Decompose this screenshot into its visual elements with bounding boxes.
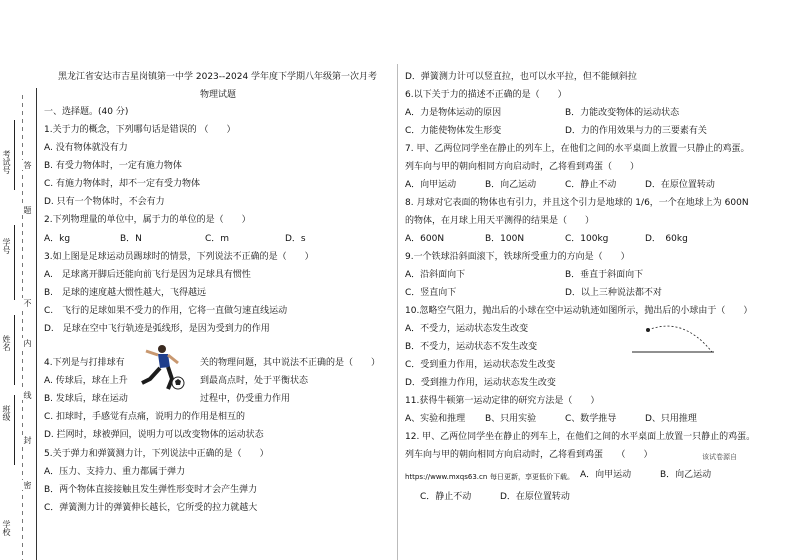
q1-option-c: C. 有施力物体时，却不一定有受力物体 xyxy=(44,179,201,189)
q9-option-a: A．沿斜面向下 xyxy=(405,270,466,280)
q10-option-b: B．不受力，运动状态不发生改变 xyxy=(405,342,538,352)
seal-char: 封 xyxy=(23,436,32,444)
projectile-trajectory-diagram xyxy=(628,320,718,360)
seal-char: 内 xyxy=(23,339,32,347)
q7-option-d: D．在原位置转动 xyxy=(645,180,715,190)
q10-option-a: A．不受力，运动状态发生改变 xyxy=(405,324,529,334)
column-divider xyxy=(397,64,398,560)
q12-option-d: D．在原位置转动 xyxy=(500,492,570,502)
q6-option-d: D．力的作用效果与力的三要素有关 xyxy=(565,126,707,136)
q9-option-c: C．竖直向下 xyxy=(405,288,457,298)
q9-option-d: D．以上三种说法都不对 xyxy=(565,288,662,298)
q4-option-a-part2: 到最高点时，处于平衡状态 xyxy=(200,376,309,386)
q2-option-c: C．m xyxy=(205,234,230,244)
exam-no-underline xyxy=(14,120,15,190)
binding-margin xyxy=(0,0,40,560)
q7-option-c: C．静止不动 xyxy=(565,180,617,190)
q12-option-b: B．向乙运动 xyxy=(660,470,712,480)
q12-option-c: C．静止不动 xyxy=(420,492,472,502)
question-6: 6.以下关于力的描述不正确的是（ ） xyxy=(405,90,567,100)
q4-option-d: D. 拦网时，球被弹回，说明力可以改变物体的运动状态 xyxy=(44,430,264,440)
margin-border-line xyxy=(36,88,37,560)
question-7-line1: 7. 甲、乙两位同学坐在静止的列车上，在他们之间的水平桌面上放置一只静止的鸡蛋。 xyxy=(405,144,750,154)
soccer-player-illustration xyxy=(138,343,186,393)
question-7-line2: 列车向与甲的朝向相同方向启动时，乙将看到鸡蛋（ ） xyxy=(405,162,640,172)
q11-option-c: C、数学推导 xyxy=(565,414,617,424)
q4-option-c: C. 扣球时，手感觉有点痛，说明力的作用是相互的 xyxy=(44,412,246,422)
q5-option-b: B．两个物体直接接触且发生弹性形变时才会产生弹力 xyxy=(44,485,258,495)
q6-option-b: B．力能改变物体的运动状态 xyxy=(565,108,680,118)
q5-option-d: D．弹簧测力计可以竖直拉，也可以水平拉，但不能倾斜拉 xyxy=(405,72,637,82)
question-1: 1.关于力的概念，下列哪句话是错误的 （ ） xyxy=(44,125,236,135)
q2-option-b: B．N xyxy=(120,234,142,244)
q3-option-b: B. 足球的速度越大惯性越大，飞得越远 xyxy=(44,288,207,298)
q11-option-a: A、实验和推理 xyxy=(405,414,466,424)
section-heading: 一、选择题。(40 分) xyxy=(44,107,129,117)
name-label: 姓名 xyxy=(2,335,11,351)
q6-option-c: C．力能使物体发生形变 xyxy=(405,126,502,136)
q10-option-d: D．受到推力作用，运动状态发生改变 xyxy=(405,378,556,388)
student-no-underline xyxy=(14,225,15,300)
q8-option-b: B．100N xyxy=(485,234,525,244)
q1-option-a: A. 没有物体就没有力 xyxy=(44,143,128,153)
class-underline xyxy=(14,395,15,465)
seal-char: 密 xyxy=(23,481,32,489)
q5-option-c: C．弹簧测力计的弹簧伸长越长，它所受的拉力就越大 xyxy=(44,503,258,513)
question-8-line2: 的物体，在月球上用天平测得的结果是（ ） xyxy=(405,216,595,226)
question-12-line2: 列车向与甲的朝向相同方向启动时，乙将看到鸡蛋 （ ） xyxy=(405,450,653,460)
name-underline xyxy=(14,315,15,385)
q7-option-a: A．向甲运动 xyxy=(405,180,457,190)
q8-option-a: A．600N xyxy=(405,234,445,244)
q3-option-a: A. 足球离开脚后还能向前飞行是因为足球具有惯性 xyxy=(44,270,251,280)
q11-option-b: B、只用实验 xyxy=(485,414,537,424)
question-2: 2.下列物理量的单位中，属于力的单位的是（ ） xyxy=(44,215,251,225)
q4-option-b-part2: 过程中，仍受重力作用 xyxy=(200,394,291,404)
question-5: 5.关于弹力和弹簧测力计，下列说法中正确的是（ ） xyxy=(44,449,269,459)
exam-subtitle: 物理试题 xyxy=(200,90,237,100)
seal-char: 线 xyxy=(23,391,32,399)
question-8-line1: 8. 月球对它表面的物体也有引力，并且这个引力是地球的 1/6，一个在地球上为 600N xyxy=(405,198,749,208)
question-4-part2: 关的物理问题，其中说法不正确的是（ ） xyxy=(200,358,381,368)
question-4-part1: 4.下列是与打排球有 xyxy=(44,358,125,368)
q3-option-c: C. 飞行的足球如果不受力的作用，它将一直做匀速直线运动 xyxy=(44,306,288,316)
exam-title: 黑龙江省安达市吉星岗镇第一中学 2023--2024 学年度下学期八年级第一次月考 xyxy=(58,72,378,82)
q11-option-d: D、只用推理 xyxy=(645,414,697,424)
q10-option-c: C．受到重力作用，运动状态发生改变 xyxy=(405,360,556,370)
q2-option-d: D．s xyxy=(285,234,306,244)
question-12-line1: 12. 甲、乙两位同学坐在静止的列车上，在他们之间的水平桌面上放置一只静止的鸡蛋。 xyxy=(405,432,756,442)
q9-option-b: B．垂直于斜面向下 xyxy=(565,270,644,280)
source-watermark: 该试卷源自 xyxy=(702,453,737,461)
question-10: 10.忽略空气阻力，抛出后的小球在空中运动轨迹如图所示，抛出后的小球由于（ ） xyxy=(405,306,753,316)
q8-option-d: D． 60kg xyxy=(645,234,688,244)
q3-option-d: D. 足球在空中飞行轨迹是弧线形，是因为受到力的作用 xyxy=(44,324,270,334)
question-11: 11.获得牛顿第一运动定律的研究方法是（ ） xyxy=(405,396,600,406)
student-no-label: 学号 xyxy=(2,238,11,254)
question-3: 3.如上图是足球运动员踢球时的情景，下列说法不正确的是（ ） xyxy=(44,252,314,262)
class-label: 班级 xyxy=(2,405,11,421)
source-note: 每日更新，享更低价下载。 xyxy=(490,473,574,481)
seal-char: 题 xyxy=(23,206,32,214)
question-9: 9.一个铁球沿斜面滚下，铁球所受重力的方向是（ ） xyxy=(405,252,630,262)
q1-option-d: D. 只有一个物体时，不会有力 xyxy=(44,197,165,207)
q5-option-a: A．压力、支持力、重力都属于弹力 xyxy=(44,467,186,477)
q6-option-a: A．力是物体运动的原因 xyxy=(405,108,502,118)
source-url: https://www.mxqs63.cn xyxy=(405,473,488,481)
q7-option-b: B．向乙运动 xyxy=(485,180,537,190)
school-label: 学校 xyxy=(2,520,11,536)
q8-option-c: C．100kg xyxy=(565,234,609,244)
q12-option-a: A．向甲运动 xyxy=(580,470,632,480)
q2-option-a: A．kg xyxy=(44,234,71,244)
q4-option-b-part1: B. 发球后，球在运动 xyxy=(44,394,128,404)
exam-no-label: 考试号 xyxy=(2,150,11,174)
q1-option-b: B. 有受力物体时，一定有施力物体 xyxy=(44,161,182,171)
q4-option-a-part1: A. 传球后，球在上升 xyxy=(44,376,128,386)
seal-char: 不 xyxy=(23,299,32,307)
seal-char: 答 xyxy=(23,161,32,169)
